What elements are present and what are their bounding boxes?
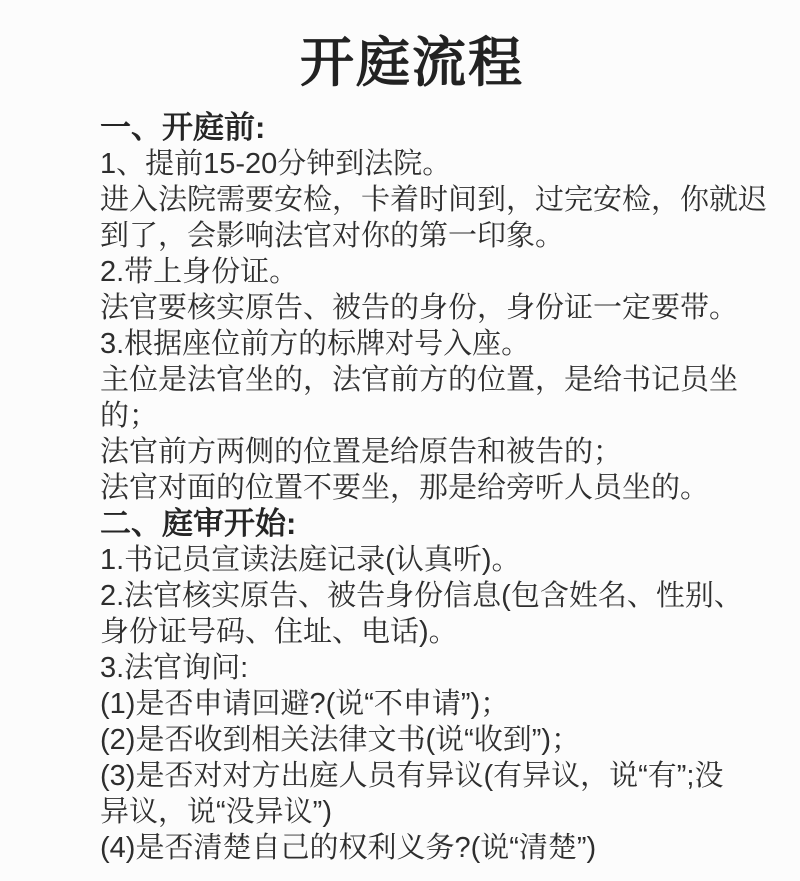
text-line: 法官对面的位置不要坐，那是给旁听人员坐的。 [100, 472, 710, 504]
text-line: 进入法院需要安检，卡着时间到，过完安检，你就迟 [100, 184, 768, 216]
text-line: 的； [100, 400, 159, 432]
text-line: 异议，说“没异议”) [100, 796, 332, 828]
text-line: (1)是否申请回避?(说“不申请”)； [100, 688, 510, 720]
text-line: 主位是法官坐的，法官前方的位置，是给书记员坐 [100, 364, 739, 396]
text-line: (4)是否清楚自己的权利义务?(说“清楚”) [100, 832, 597, 864]
section-1-heading: 一、开庭前: [100, 110, 266, 145]
text-line: 2.法官核实原告、被告身份信息(包含姓名、性别、 [100, 580, 743, 612]
text-line: 1.书记员宣读法庭记录(认真听)。 [100, 544, 521, 576]
section-before-hearing [100, 110, 768, 506]
text-line: 2.带上身份证。 [100, 256, 299, 288]
section-2-heading: 二、庭审开始: [100, 506, 297, 541]
page-title: 开庭流程 [300, 33, 524, 93]
text-line: 法官前方两侧的位置是给原告和被告的； [100, 436, 623, 468]
text-line: 到了，会影响法官对你的第一印象。 [100, 220, 565, 252]
text-line: 3.根据座位前方的标牌对号入座。 [100, 328, 531, 360]
text-line: 身份证号码、住址、电话)。 [100, 616, 458, 648]
text-line: 1、提前15-20分钟到法院。 [100, 148, 452, 180]
text-line: (2)是否收到相关法律文书(说“收到”)； [100, 724, 581, 756]
section-hearing-start [100, 506, 743, 866]
text-line: 3.法官询问: [100, 652, 249, 684]
text-line: (3)是否对对方出庭人员有异议(有异议，说“有”;没 [100, 760, 724, 792]
text-line: 法官要核实原告、被告的身份，身份证一定要带。 [100, 292, 739, 324]
